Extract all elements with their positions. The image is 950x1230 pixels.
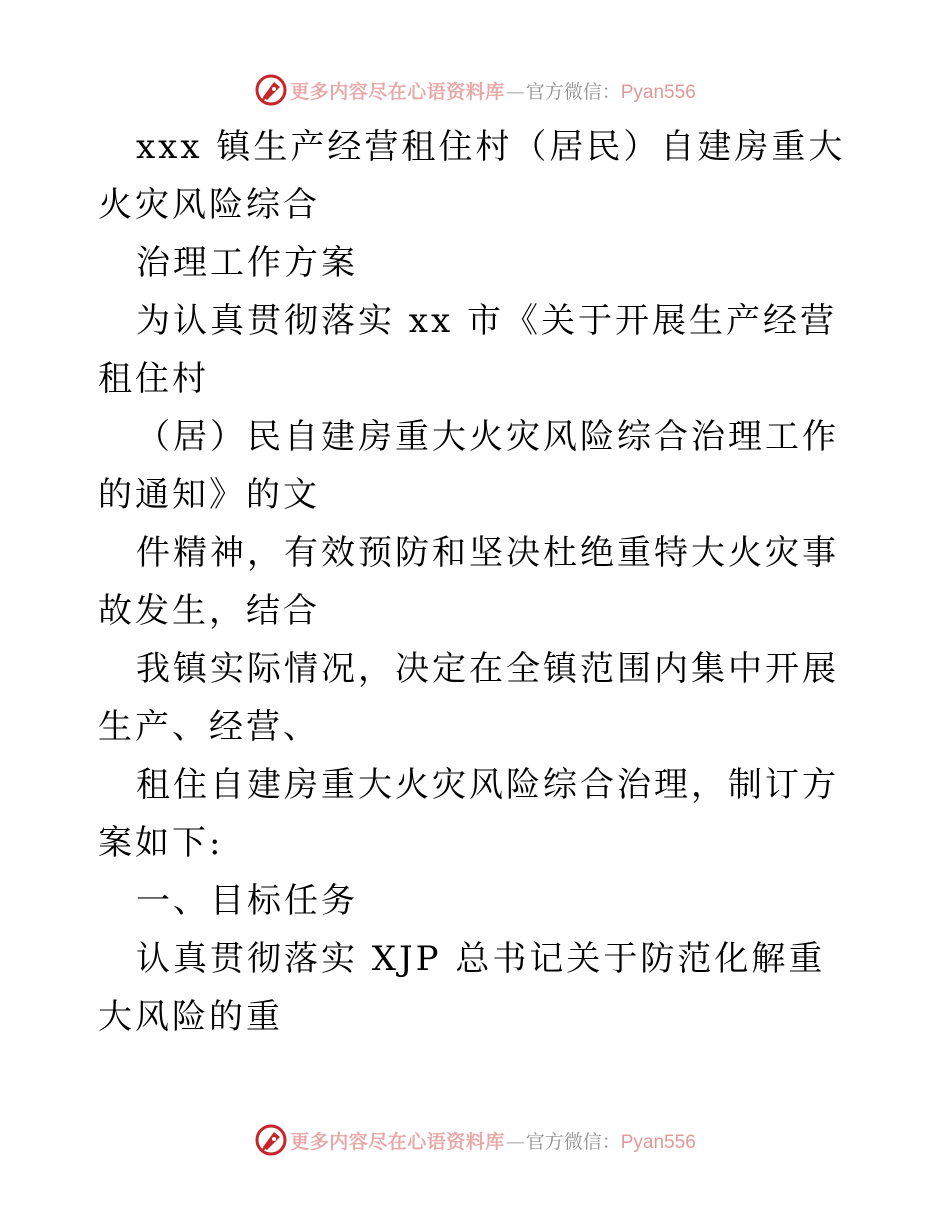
doc-section-heading: 一、目标任务 — [136, 881, 358, 921]
doc-paragraph: 认真贯彻落实 XJP 总书记关于防范化解重大风险的重 — [98, 939, 826, 1037]
watermark-wechat-label: 官方微信： — [525, 1130, 621, 1153]
watermark-wechat-id: Pyan556 — [620, 81, 696, 103]
footer-watermark — [0, 1120, 950, 1160]
watermark-wechat-label: 官方微信： — [525, 80, 621, 103]
watermark-text — [290, 1127, 696, 1154]
doc-paragraph: 为认真贯彻落实 xx 市《关于开展生产经营租住村 — [98, 301, 837, 399]
doc-paragraph: 租住自建房重大火灾风险综合治理，制订方案如下: — [98, 765, 839, 863]
watermark-site-name: 更多内容尽在心语资料库 — [290, 1130, 505, 1153]
watermark-wechat-id: Pyan556 — [620, 1131, 696, 1153]
doc-title-line-1: xxx 镇生产经营租住村（居民）自建房重大火灾风险综合 — [98, 127, 846, 225]
doc-title-line-2: 治理工作方案 — [136, 243, 358, 283]
header-watermark — [0, 70, 950, 110]
doc-paragraph: 件精神，有效预防和坚决杜绝重特大火灾事故发生，结合 — [98, 533, 839, 631]
doc-paragraph: 我镇实际情况，决定在全镇范围内集中开展生产、经营、 — [98, 649, 839, 747]
document-body — [98, 118, 858, 1046]
doc-paragraph: （居）民自建房重大火灾风险综合治理工作的通知》的文 — [98, 417, 839, 515]
watermark-text — [290, 77, 696, 104]
watermark-site-name: 更多内容尽在心语资料库 — [290, 80, 505, 103]
pen-nib-logo-icon — [254, 1123, 288, 1157]
watermark-separator: — — [505, 80, 525, 103]
watermark-separator: — — [505, 1130, 525, 1153]
pen-nib-logo-icon — [254, 73, 288, 107]
